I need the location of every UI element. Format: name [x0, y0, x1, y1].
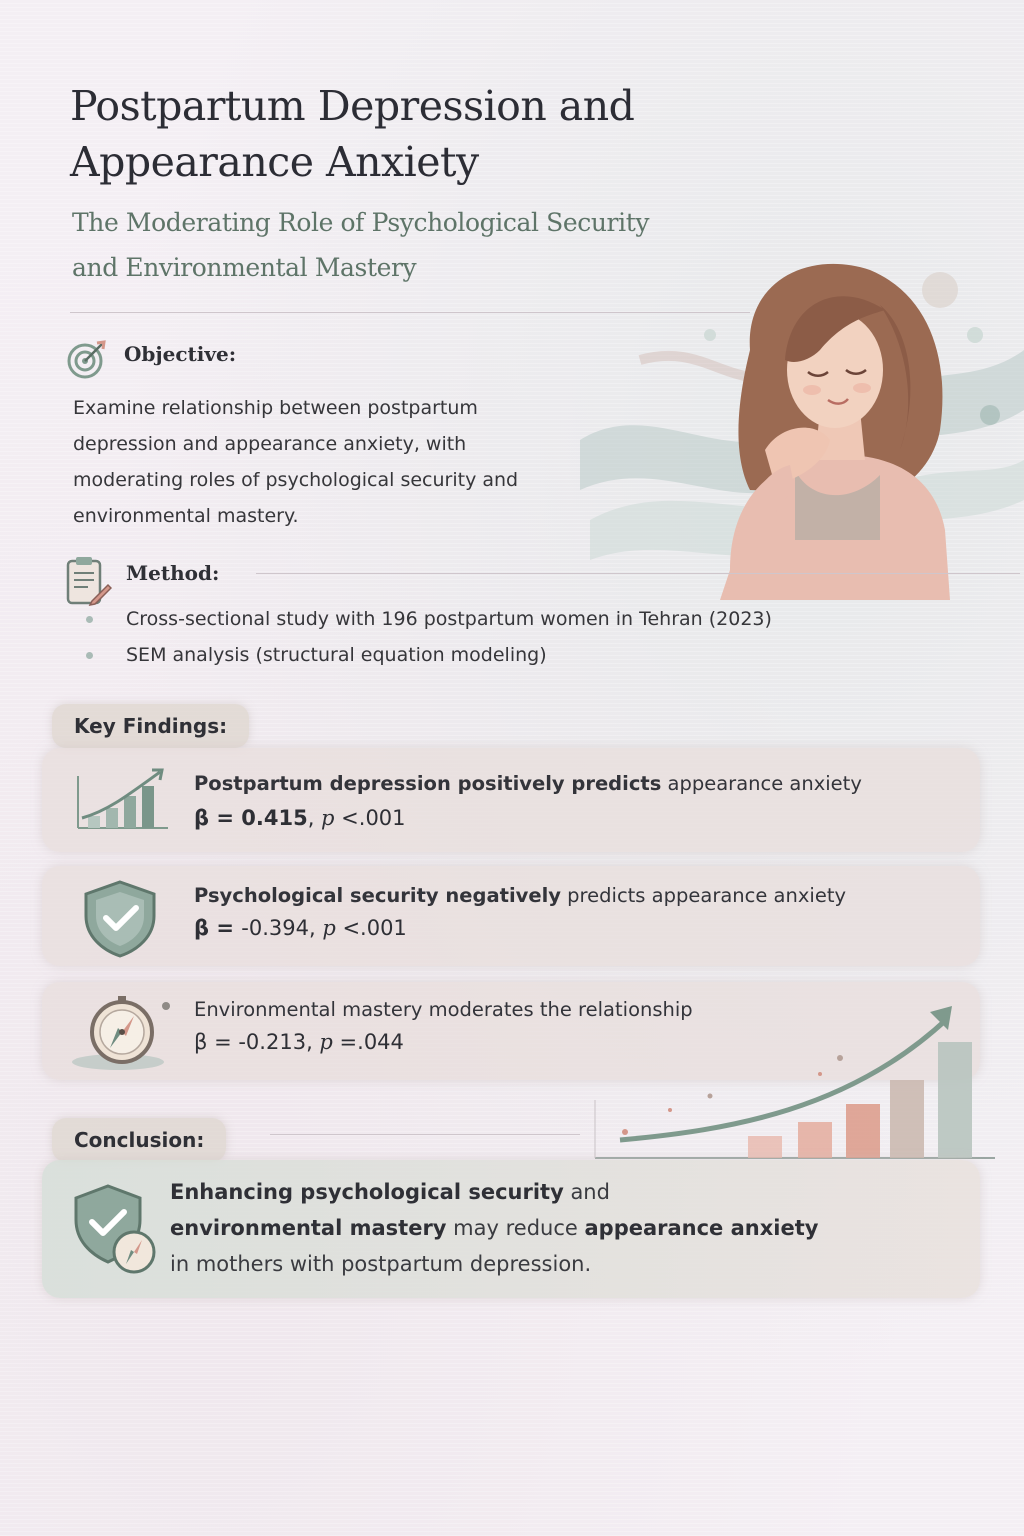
method-heading: Method:	[126, 561, 220, 585]
conclusion-text: Enhancing psychological security and environmental mastery may reduce appearance anxiety in mothers with postpartum depression.	[170, 1180, 819, 1276]
p-label: p	[321, 806, 335, 830]
shield-compass-icon	[68, 1182, 168, 1278]
objective-text: Examine relationship between postpartum depression and appearance anxiety, with moderating roles of psychological security and environmental mastery.	[73, 397, 519, 527]
beta-value: -0.394	[241, 916, 309, 940]
list-item: Cross-sectional study with 196 postpartum women in Tehran (2023)	[70, 601, 970, 637]
rising-bars-illustration	[590, 1000, 1000, 1165]
compass-icon	[66, 992, 176, 1072]
p-value: <.001	[334, 806, 406, 830]
objective-heading: Objective:	[124, 342, 237, 366]
finding-card: Environmental mastery moderates the relationship β = -0.213, p =.044	[42, 982, 980, 1080]
finding-bold: Postpartum depression positively predicts	[194, 772, 662, 795]
target-icon	[66, 338, 108, 380]
finding-bold: Psychological security negatively	[194, 884, 561, 907]
finding-card: Postpartum depression positively predicts appearance anxiety β = 0.415, p <.001	[42, 748, 980, 852]
finding-card: Psychological security negatively predicts appearance anxiety β = -0.394, p <.001	[42, 866, 980, 966]
key-findings-heading: Key Findings:	[52, 704, 249, 748]
p-label: p	[319, 1030, 333, 1054]
beta-label: β =	[194, 916, 242, 940]
method-divider	[256, 573, 1020, 574]
bullet-icon	[86, 616, 93, 623]
beta-label: β =	[194, 806, 242, 830]
finding-text: appearance anxiety	[661, 772, 862, 795]
page-title: Postpartum Depression and Appearance Anxiety	[70, 82, 635, 186]
conclusion-card	[42, 1160, 980, 1298]
conclusion-heading: Conclusion:	[52, 1118, 226, 1162]
finding-text: Environmental mastery moderates the relationship	[194, 998, 693, 1021]
list-item: SEM analysis (structural equation modeling)	[70, 637, 970, 673]
p-value: =.044	[332, 1030, 404, 1054]
method-list	[70, 601, 970, 673]
beta-value: 0.415	[241, 806, 308, 830]
bullet-icon	[86, 652, 93, 659]
beta-label: β =	[194, 1030, 239, 1054]
p-value: <.001	[335, 916, 407, 940]
bar-chart-icon	[72, 766, 172, 834]
page-subtitle: The Moderating Role of Psychological Security and Environmental Mastery	[72, 208, 650, 282]
mother-illustration	[580, 240, 1024, 600]
finding-text: predicts appearance anxiety	[560, 884, 847, 907]
clipboard-icon	[64, 555, 112, 607]
conclusion-divider	[270, 1134, 580, 1135]
p-label: p	[322, 916, 336, 940]
beta-value: -0.213	[238, 1030, 307, 1054]
shield-check-icon	[78, 878, 162, 958]
